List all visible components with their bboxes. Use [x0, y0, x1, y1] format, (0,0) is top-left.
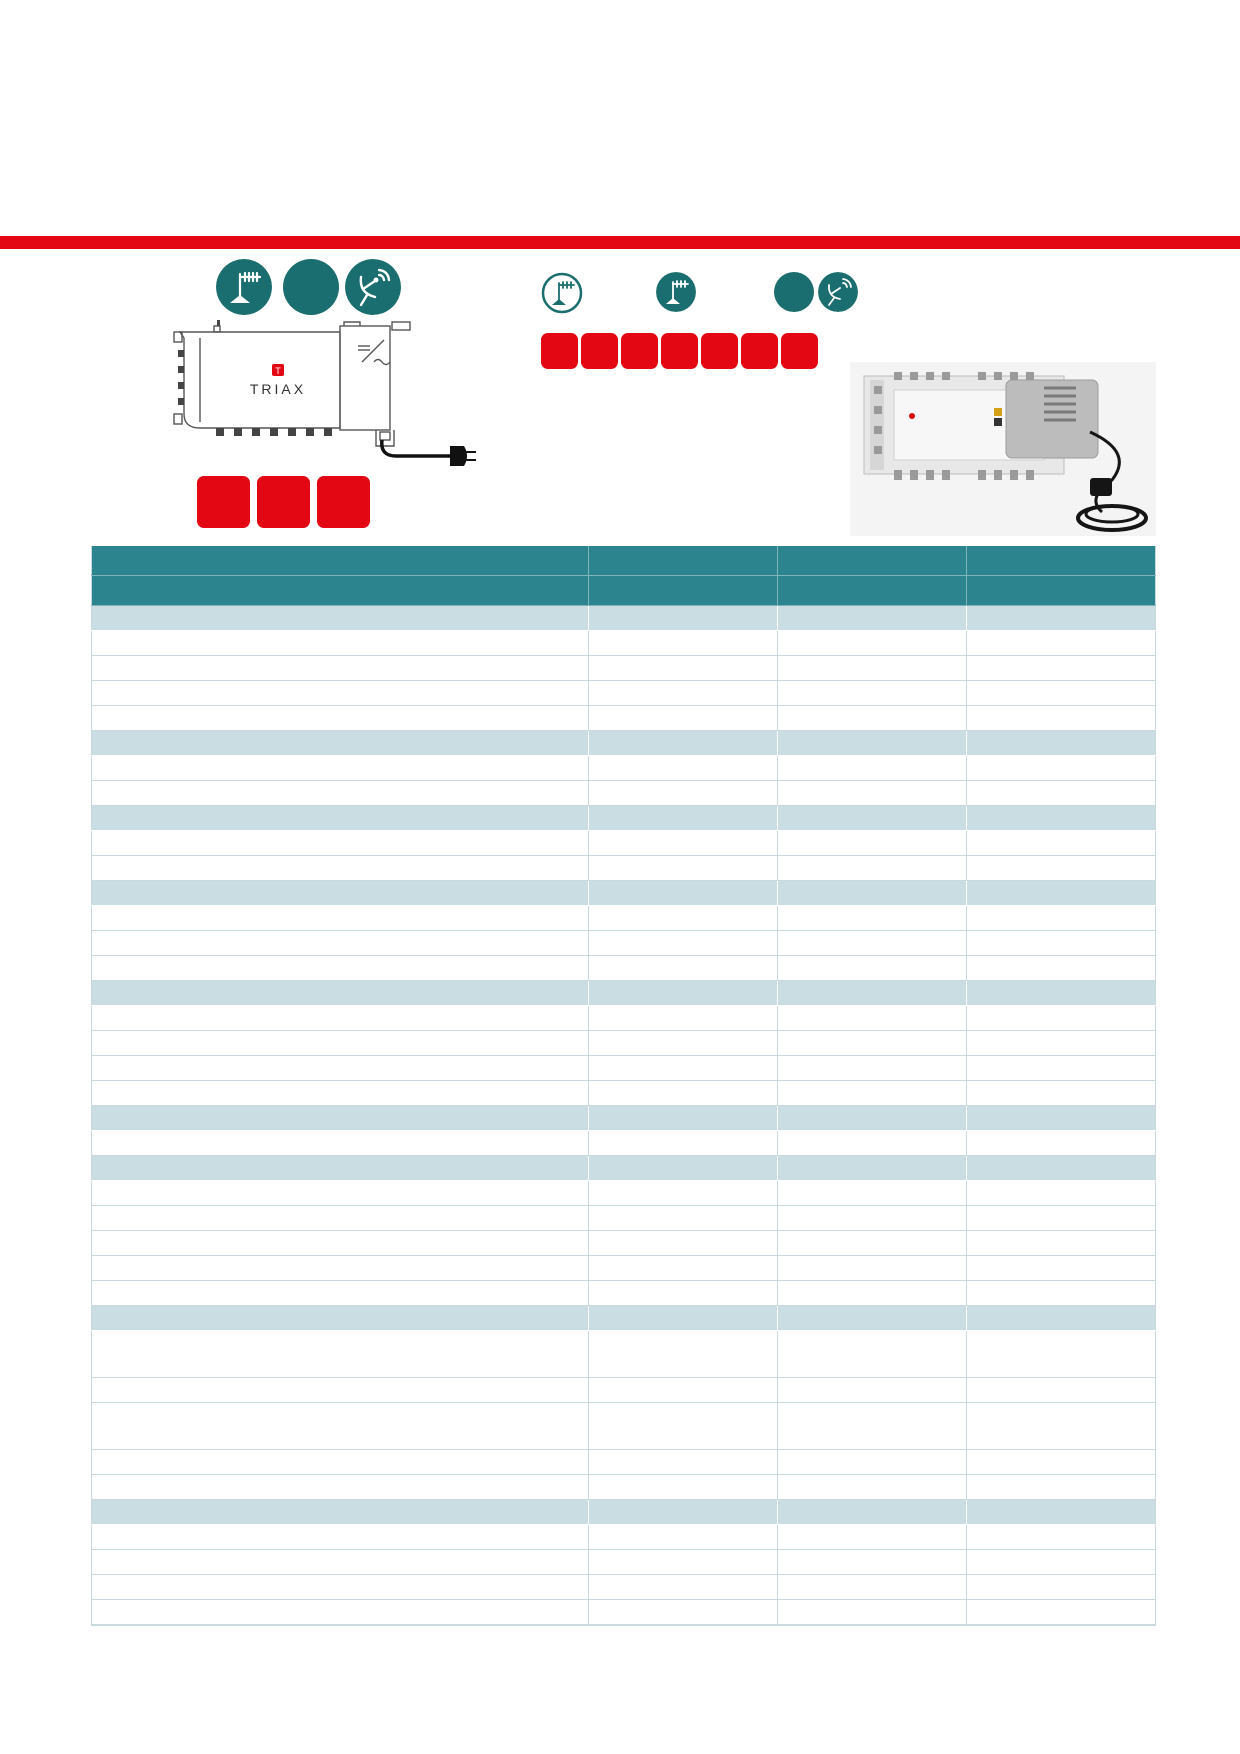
table-row — [92, 1206, 1156, 1231]
red-badge — [541, 333, 578, 369]
table-section-row — [92, 1306, 1156, 1331]
table-section-row — [92, 731, 1156, 756]
brand-logo-text: TRIAX — [249, 381, 307, 397]
table-section-row — [92, 1500, 1156, 1525]
table-row — [92, 931, 1156, 956]
table-row — [92, 1056, 1156, 1081]
table-row — [92, 1256, 1156, 1281]
red-badge — [197, 476, 250, 528]
table-row — [92, 706, 1156, 731]
header-rule — [0, 236, 1240, 249]
table-row — [92, 781, 1156, 806]
table-section-row — [92, 881, 1156, 906]
table-row — [92, 1403, 1156, 1450]
table-row — [92, 1081, 1156, 1106]
table-row — [92, 856, 1156, 881]
red-badge — [257, 476, 310, 528]
terrestrial-antenna-outline-icon — [541, 272, 583, 314]
table-row — [92, 681, 1156, 706]
table-row — [92, 1006, 1156, 1031]
table-row — [92, 1550, 1156, 1575]
table-row — [92, 1378, 1156, 1403]
red-badge — [781, 333, 818, 369]
satellite-dish-icon — [345, 259, 401, 315]
table-row — [92, 1331, 1156, 1378]
table-row — [92, 1600, 1156, 1626]
red-badge — [661, 333, 698, 369]
red-badge — [317, 476, 370, 528]
table-row — [92, 1575, 1156, 1600]
table-header-row — [92, 546, 1156, 576]
table-section-row — [92, 806, 1156, 831]
table-row — [92, 956, 1156, 981]
table-section-row — [92, 1156, 1156, 1181]
table-section-row — [92, 606, 1156, 631]
red-badge — [581, 333, 618, 369]
logo-letter: T — [275, 366, 281, 376]
multiswitch-diagram — [170, 318, 488, 468]
table-row — [92, 656, 1156, 681]
table-row — [92, 1475, 1156, 1500]
table-section-row — [92, 981, 1156, 1006]
table-row — [92, 631, 1156, 656]
table-row — [92, 906, 1156, 931]
terrestrial-antenna-icon — [656, 272, 696, 312]
table-row — [92, 1450, 1156, 1475]
table-row — [92, 1131, 1156, 1156]
table-row — [92, 1031, 1156, 1056]
table-row — [92, 1181, 1156, 1206]
table-header-row — [92, 576, 1156, 606]
blank-teal-circle-icon — [283, 259, 339, 315]
table-row — [92, 1231, 1156, 1256]
table-section-row — [92, 1106, 1156, 1131]
table-row — [92, 1281, 1156, 1306]
satellite-dish-icon — [818, 272, 858, 312]
red-badge — [701, 333, 738, 369]
table-row — [92, 1525, 1156, 1550]
red-badge — [741, 333, 778, 369]
product-photo — [850, 362, 1156, 536]
terrestrial-antenna-icon — [216, 259, 272, 315]
table-row — [92, 831, 1156, 856]
blank-teal-circle-icon — [774, 272, 814, 312]
specification-table — [91, 546, 1156, 1626]
red-badge — [621, 333, 658, 369]
table-row — [92, 756, 1156, 781]
